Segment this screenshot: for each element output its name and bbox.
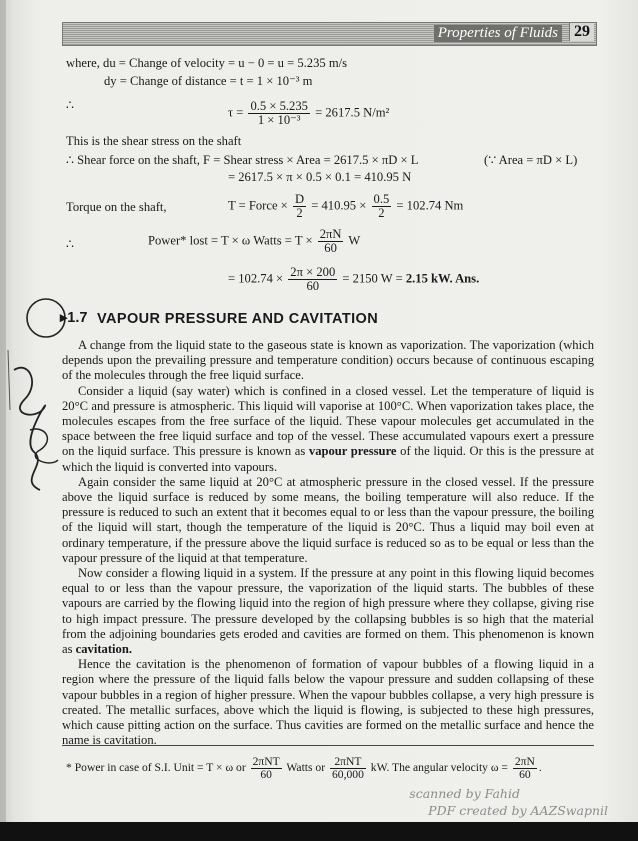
torque-f1-num: D — [294, 192, 305, 206]
footnote-rule — [62, 745, 594, 746]
foot-f3-num: 2πN — [514, 755, 535, 768]
power2-answer: 2.15 kW. Ans. — [405, 271, 480, 286]
paragraph-1: A change from the liquid state to the gaseous state is known as vaporization. The vaporization (which depends upon the prevailing pressure and temperature condition) occurs because of continuous escaping of the molecules through the free liquid surface. — [62, 338, 594, 383]
foot-frac-2 — [330, 756, 366, 781]
watermark-scanned: scanned by Fahid — [409, 786, 520, 801]
torque-a: T = Force × — [228, 198, 288, 213]
term-vapour-pressure: vapour pressure — [308, 444, 397, 459]
eq-force-2: = 2617.5 × π × 0.5 × 0.1 = 410.95 N — [228, 170, 412, 184]
tau-therefore: ∴ — [66, 98, 75, 112]
power-b: W — [348, 233, 361, 248]
foot-f3-den: 60 — [519, 768, 531, 781]
body-text — [62, 338, 594, 748]
eq-tau — [228, 100, 389, 127]
torque-frac-2 — [372, 193, 392, 220]
paragraph-3: Again consider the same liquid at 20°C at atmospheric pressure in the closed vessel. If the pressure above the liquid surface is reduced by some means, the boiling temperature will also reduce. If the pressure is reduced to such an extent that it becomes equal to or less than the vapour pressure, the boiling of the liquid will start, though the temperature of the liquid is 20°C. Thus a liquid may boil even at ordinary temperature, if the pressure above the liquid surface is reduced so as to be equal or less than the vapour pressure of the liquid at that temperature. — [62, 474, 594, 565]
foot-f2-num: 2πNT — [330, 756, 366, 769]
torque-f2-den: 2 — [378, 206, 385, 220]
power-therefore: ∴ — [66, 237, 75, 251]
torque-frac-1 — [293, 193, 306, 220]
tau-den: 1 × 10⁻³ — [257, 113, 301, 127]
power2-b: = 2150 W = — [342, 271, 403, 286]
power2-den: 60 — [306, 279, 320, 293]
power2-a: = 102.74 × — [228, 271, 284, 286]
foot-a: * Power in case of S.I. Unit = T × ω or — [66, 761, 246, 775]
section-number: ▸1.7 — [60, 310, 88, 326]
foot-b: Watts or — [286, 761, 326, 775]
eq-force-1: ∴ Shear force on the shaft, F = Shear stress × Area = 2617.5 × πD × L — [66, 153, 419, 167]
torque-b: = 410.95 × — [311, 198, 367, 213]
power2-frac — [288, 266, 337, 293]
torque-f1-den: 2 — [296, 206, 303, 220]
foot-end: . — [538, 761, 542, 775]
foot-f1-den: 60 — [260, 768, 272, 781]
torque-f2-num: 0.5 — [373, 192, 390, 206]
foot-f2-den: 60,000 — [331, 768, 364, 781]
tau-eq: τ = — [228, 105, 244, 120]
eq-torque — [228, 193, 463, 220]
running-header — [62, 22, 597, 46]
power-a: Power* lost = T × ω Watts = T × — [148, 233, 313, 248]
tau-fraction — [248, 100, 309, 127]
foot-c: kW. The angular velocity ω = — [370, 761, 508, 775]
power-num: 2πN — [319, 227, 342, 241]
eq-dy: dy = Change of distance = t = 1 × 10⁻³ m — [104, 74, 313, 88]
term-cavitation: cavitation. — [75, 642, 132, 657]
shear-note: This is the shear stress on the shaft — [66, 134, 242, 148]
p2-text-c: of the liquid. Or this is the pressure at which the liquid is converted into vapours. — [62, 444, 595, 474]
foot-f1-num: 2πNT — [252, 755, 280, 768]
page-number: 29 — [569, 23, 594, 41]
torque-label: Torque on the shaft, — [66, 200, 167, 214]
paragraph-5: Hence the cavitation is the phenomenon of formation of vapour bubbles of a flowing liquid in a region where the pressure of the liquid falls below the vapour pressure and sudden collapsing of these vapour bubbles in a region of higher pressure. When the vapour bubbles collapse, a very high pressure is created. The metallic surfaces, above which the liquid is flowing, is subjected to these high pressures, which cause pitting action on the surface. Thus cavities are formed on the metallic surface and hence the name is cavitation. — [62, 657, 594, 748]
foot-frac-3 — [513, 756, 537, 781]
paragraph-4 — [62, 566, 594, 657]
scan-bottom-band — [0, 822, 638, 841]
foot-frac-1 — [251, 756, 282, 781]
eq-power-2 — [228, 266, 479, 293]
power-frac — [318, 228, 344, 255]
watermark-pdf: PDF created by AAZSwapnil — [428, 803, 608, 818]
eq-du: where, du = Change of velocity = u − 0 = u = 5.235 m/s — [66, 56, 348, 70]
force-note: (∵ Area = πD × L) — [484, 153, 578, 167]
eq-power-1 — [148, 228, 360, 255]
power2-num: 2π × 200 — [290, 265, 336, 279]
p2-text-a: Consider a liquid (say water) which is confined in a closed vessel. Let the temperature of liquid is 20°C and pressure is atmospheric. This liquid will vaporise at 100°C. When vaporization takes place, the molecules escapes from the free surface of the liquid. These vapour molecules get accumulated in the space between the free liquid surface and top of the vessel. These accumulated vapours exert a pressure on the liquid surface. This pressure is known as — [62, 383, 594, 459]
p4-text-a: Now consider a flowing liquid in a system. If the pressure at any point in this flowing liquid becomes equal to or less than the vapour pressure, the vaporization of the liquid starts. The bubbles of these vapours are carried by the flowing liquid into the region of high pressure where they collapse, giving rise to high impact pressure. The pressure developed by the collapsing bubbles is so high that the material from the adjoining boundaries gets eroded and cavities are formed on them. This phenomenon is known as — [62, 566, 594, 657]
power-den: 60 — [324, 241, 337, 255]
torque-c: = 102.74 Nm — [396, 198, 464, 213]
header-title: Properties of Fluids — [434, 25, 562, 42]
paragraph-2 — [62, 384, 594, 475]
footnote — [66, 756, 542, 781]
section-heading: VAPOUR PRESSURE AND CAVITATION — [97, 311, 379, 327]
tau-num: 0.5 × 5.235 — [250, 99, 308, 113]
tau-rhs: = 2617.5 N/m² — [315, 105, 390, 120]
